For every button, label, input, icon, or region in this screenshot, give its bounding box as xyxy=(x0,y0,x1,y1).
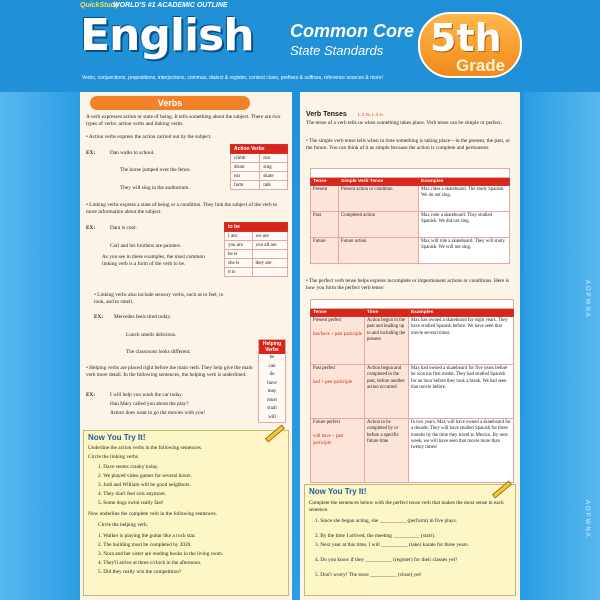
table-cell: you all are xyxy=(252,241,287,250)
left-border-strip xyxy=(0,92,80,600)
grade-badge xyxy=(418,12,522,78)
table-row xyxy=(311,186,510,212)
list-item: have xyxy=(267,380,277,386)
exercise-text: Since she began acting, she __________ (perform) in five plays. xyxy=(320,518,457,524)
helping-example-3: Arturo does want to go the movies with you! xyxy=(110,410,206,416)
verb-tenses-panel xyxy=(300,92,520,600)
table-row xyxy=(311,419,514,483)
linking-verbs-definition: • Linking verbs express a state of being or a condition. They link the subject of the verb to more information about the subject. xyxy=(86,202,278,216)
table-cell xyxy=(311,419,365,483)
table-row xyxy=(231,172,288,181)
exercise-text: Did they really win the competition? xyxy=(103,569,182,575)
exercise-item: 2. We played video games for several hours. xyxy=(98,473,192,479)
list-item: will xyxy=(268,414,276,420)
table-cell: Max rode a skateboard. They studied Spanish. We did not sing. xyxy=(419,212,510,238)
perfect-tenses-caption: Perfect Verb Tenses xyxy=(311,300,514,309)
table-cell: we are xyxy=(252,232,287,241)
exercise-item: 4. They'll arrive at three o'clock in the afternoon. xyxy=(98,560,202,566)
sensory-example-1: Mercedes feels tired today. xyxy=(114,314,172,320)
exercise-text: They don't feel sick anymore. xyxy=(103,491,167,497)
column-header: Examples xyxy=(419,178,510,186)
ex-label: EX: xyxy=(86,150,96,156)
topics-line: Verbs, conjunctions, prepositions, interjections, commas, dialect & register, context clues, prefixes & suffixes, reference sources & more! xyxy=(82,75,383,81)
table-cell: talk xyxy=(260,181,288,190)
table-cell xyxy=(311,317,365,365)
sensory-verbs-definition: • Linking verbs also include sensory verbs, such as to feel, to look, and to smell. xyxy=(94,292,224,306)
exercise-text: We played video games for several hours. xyxy=(103,473,192,479)
exercise-text: Don't worry! The store __________ (close) yet! xyxy=(320,572,422,578)
table-cell: Max has owned a skateboard for eight years. They have studied Spanish before. We have seen that movie several times. xyxy=(409,317,514,365)
linking-example-2: Carl and his brothers are painters. xyxy=(110,243,182,249)
table-row xyxy=(231,154,288,163)
sensory-example-2: Lunch smells delicious. xyxy=(126,332,177,338)
helping-example-1: I will help you wash the car today. xyxy=(110,392,183,398)
pencil-icon xyxy=(492,481,512,499)
try-it-box-verbs xyxy=(83,430,289,596)
exercise-text: Nora and her sister are reading books in the living room. xyxy=(103,551,224,557)
linking-example-1: Dara is cool. xyxy=(110,225,137,231)
try-it-box-tenses xyxy=(304,484,516,596)
verbs-intro: A verb expresses action or state of being. It tells something about the subject. There are two types of verbs: action verbs and linking verbs. xyxy=(86,114,281,128)
ex-label: EX: xyxy=(86,392,96,398)
list-item: do xyxy=(269,372,275,377)
table-row xyxy=(311,317,514,365)
list-item: can xyxy=(268,363,276,369)
exercise-item: 5. Did they really win the competition? xyxy=(98,569,182,575)
tense-name: Present perfect xyxy=(313,318,342,324)
column-header: Tense xyxy=(311,309,365,317)
try-instruction-1b: Circle the linking verbs. xyxy=(88,454,140,460)
tense-formula: has/have + past participle xyxy=(313,332,362,338)
exercise-item: 1. Since she began acting, she __________ (perform) in five plays. xyxy=(315,518,457,524)
tense-name: Future perfect xyxy=(313,420,341,426)
exercise-item: 2. The building must be completed by 2020. xyxy=(98,542,192,548)
list-item: must xyxy=(267,397,277,403)
verb-tenses-heading: Verb Tenses xyxy=(306,111,347,118)
column-header: Examples xyxy=(409,309,514,317)
table-cell: Max rides a skateboard. The study Spanish. We do not sing. xyxy=(419,186,510,212)
exercise-item: 1. Dave seems cranky today. xyxy=(98,464,159,470)
simple-tenses-caption: Simple Verb Tenses xyxy=(311,169,510,178)
table-row xyxy=(225,232,288,241)
exercise-text: Jodi and William will be good neighbors. xyxy=(103,482,191,488)
pencil-icon xyxy=(265,425,285,443)
column-header: Simple Verb Tense xyxy=(339,178,419,186)
page-title: English xyxy=(80,10,254,61)
grade-number: 5th xyxy=(430,16,502,60)
table-cell: Max had owned a skateboard for five years before he won his first medal. They had studied Spanish for an hour before they took a break. We had seen that movie before. xyxy=(409,365,514,419)
table-cell: he is xyxy=(225,250,253,259)
tagline: WORLD'S #1 ACADEMIC OUTLINE xyxy=(113,2,228,9)
simple-tenses-table xyxy=(310,168,510,264)
table-cell: Past xyxy=(311,212,339,238)
tenses-intro: The tense of a verb tells us when something takes place. Verb tense can be simple or perfect. xyxy=(306,120,502,126)
helping-verbs-caption: Helping Verbs xyxy=(259,340,285,354)
table-cell: Max will ride a skateboard. They will study Spanish. We will not sing. xyxy=(419,238,510,264)
exercise-item: 5. Some dogs swim really fast! xyxy=(98,500,164,506)
verbs-panel xyxy=(80,92,292,600)
exercise-item: 4. They don't feel sick anymore. xyxy=(98,491,167,497)
ex-label: EX: xyxy=(86,225,96,231)
table-cell: I am xyxy=(225,232,253,241)
side-text-lower: AOPWNA xyxy=(584,500,590,539)
linking-note: As you see in these examples, the most common linking verb is a form of the verb to be. xyxy=(102,254,205,268)
list-item: may xyxy=(267,389,277,394)
table-cell: In two years, Max will have owned a skateboard for a decade. They will have studied Spanish for three months by the time they travel to Mexico. By next week, we will have seen that movie more than twenty times! xyxy=(409,419,514,483)
exercise-text: Next year at this time, I will __________ (take) karate for three years. xyxy=(320,542,469,548)
subtitle-standards: State Standards xyxy=(290,43,384,58)
exercise-item: 5. Don't worry! The store __________ (close) yet! xyxy=(315,572,422,578)
to-be-caption: to be xyxy=(225,223,288,232)
try-instruction-1: Underline the action verbs in the following sentences. xyxy=(88,445,203,451)
table-cell xyxy=(252,268,287,277)
action-example-1: Dan walks to school. xyxy=(110,150,155,156)
helping-verbs-definition: • Helping verbs are placed right before the main verb. They help give the main verb more detail. In the following sentences, the helping verb is underlined. xyxy=(86,365,253,379)
table-cell: climb xyxy=(231,154,260,163)
exercise-text: Do you know if they __________ (register) for their classes yet? xyxy=(320,557,458,563)
table-row xyxy=(311,238,510,264)
exercise-item: 3. Next year at this time, I will __________ (take) karate for three years. xyxy=(315,542,469,548)
action-verbs-definition: • Action verbs express the action carried out by the subject. xyxy=(86,134,212,140)
table-cell: you are xyxy=(225,241,253,250)
perfect-tenses-table xyxy=(310,299,514,483)
table-cell: Action begun and completed in the past, before another action occurred xyxy=(365,365,409,419)
try-it-title: Now You Try It! xyxy=(88,433,146,442)
table-cell: she is xyxy=(225,259,253,268)
column-header: Time xyxy=(365,309,409,317)
table-cell: skate xyxy=(260,172,288,181)
table-cell: drum xyxy=(231,163,260,172)
table-cell: they are xyxy=(252,259,287,268)
table-cell: eat xyxy=(231,172,260,181)
exercise-text: Some dogs swim really fast! xyxy=(103,500,164,506)
try-instruction: Complete the sentences below with the perfect tense verb that makes the most sense in each sentence. xyxy=(309,500,504,514)
to-be-table xyxy=(224,222,288,277)
helping-example-2: Han Mary called you about the play? xyxy=(110,401,189,407)
exercise-text: Dave seems cranky today. xyxy=(103,464,159,470)
table-row xyxy=(231,163,288,172)
exercise-item: 2. By the time I arrived, the meeting __________ (start). xyxy=(315,533,436,539)
table-cell: Action to be completed by or before a specific future time xyxy=(365,419,409,483)
exercise-item: 3. Jodi and William will be good neighbors. xyxy=(98,482,191,488)
helping-verbs-box xyxy=(258,339,286,423)
table-cell xyxy=(252,250,287,259)
table-cell: sing xyxy=(260,163,288,172)
try-instruction-2: Now underline the complete verb in the following sentences. xyxy=(88,511,218,517)
grade-word: Grade xyxy=(456,56,506,75)
list-item: be xyxy=(269,355,275,360)
tense-name: Past perfect xyxy=(313,366,336,372)
exercise-item: 1. Walker is playing the guitar like a rock star. xyxy=(98,533,196,539)
table-row xyxy=(225,259,288,268)
table-cell: Present xyxy=(311,186,339,212)
table-row xyxy=(311,365,514,419)
table-cell: run xyxy=(260,154,288,163)
table-row xyxy=(225,241,288,250)
table-cell: it is xyxy=(225,268,253,277)
side-text: AOPWNA xyxy=(584,280,590,319)
column-header: Tense xyxy=(311,178,339,186)
table-row xyxy=(225,268,288,277)
list-item: shall xyxy=(267,406,277,411)
try-it-title: Now You Try It! xyxy=(309,487,367,496)
exercise-text: By the time I arrived, the meeting __________ (start). xyxy=(320,533,436,539)
table-cell: Action begun in the past and leading up to and including the present xyxy=(365,317,409,365)
table-cell: Future action xyxy=(339,238,419,264)
action-example-3: They will sing in the auditorium. xyxy=(120,185,190,191)
action-example-2: The horse jumped over the fence. xyxy=(120,167,191,173)
perfect-tense-definition: • The perfect verb tense helps express incomplete or impermanent actions or conditions. Here is how you form the perfect verb tense: xyxy=(306,278,510,292)
try-instruction-2b: Circle the helping verb. xyxy=(98,522,149,528)
table-cell: Future xyxy=(311,238,339,264)
brand-logo: QuickStudy xyxy=(80,2,119,9)
table-cell: Present action or condition xyxy=(339,186,419,212)
verbs-heading: Verbs xyxy=(90,96,250,110)
action-verbs-table xyxy=(230,144,288,190)
simple-tense-definition: • The simple verb tense tells when in time something is taking place—in the present, the past, or the future. You can think of it as simple because the action is complete and permanent. xyxy=(306,138,511,152)
table-row xyxy=(225,250,288,259)
sensory-example-3: The classroom looks different. xyxy=(126,349,191,355)
tense-formula: will have + past participle xyxy=(313,434,344,446)
standards-code: L.5.1b, L.5.1c xyxy=(358,112,384,117)
table-row xyxy=(311,212,510,238)
header xyxy=(0,0,600,86)
tense-formula: had + past participle xyxy=(313,380,353,386)
exercise-item: 3. Nora and her sister are reading books in the living room. xyxy=(98,551,224,557)
table-cell xyxy=(311,365,365,419)
table-cell: farm xyxy=(231,181,260,190)
action-verbs-caption: Action Verbs xyxy=(231,145,288,154)
table-row xyxy=(231,181,288,190)
table-cell: Completed action xyxy=(339,212,419,238)
exercise-text: Walker is playing the guitar like a rock star. xyxy=(103,533,196,539)
exercise-item: 4. Do you know if they __________ (register) for their classes yet? xyxy=(315,557,458,563)
exercise-text: They'll arrive at three o'clock in the afternoon. xyxy=(103,560,202,566)
subtitle-common-core: Common Core xyxy=(290,21,415,41)
exercise-text: The building must be completed by 2020. xyxy=(103,542,192,548)
ex-label: EX: xyxy=(94,314,104,320)
